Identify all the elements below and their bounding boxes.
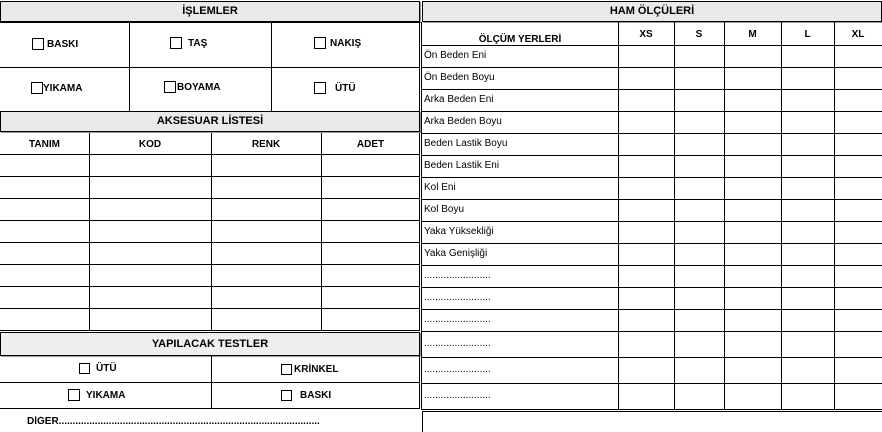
measurement-row-label: Kol Boyu <box>424 204 465 215</box>
checkbox-label: YIKAMA <box>86 389 126 401</box>
ham-olculer-title: HAM ÖLÇÜLERİ <box>609 5 695 17</box>
islemler-title: İŞLEMLER <box>182 5 238 17</box>
col-tanim: TANIM <box>29 139 60 150</box>
measurement-row-label: Beden Lastik Boyu <box>424 138 508 149</box>
checkbox-box[interactable] <box>164 81 176 93</box>
ham-olculer-header <box>422 1 882 22</box>
measurement-row-label: Yaka Genişliği <box>424 248 488 259</box>
checkbox-label: BASKI <box>300 390 332 401</box>
checkbox-label: KRİNKEL <box>294 364 339 375</box>
measurement-row-label: ........................ <box>424 338 491 349</box>
aksesuar-title: AKSESUAR LİSTESİ <box>156 115 264 127</box>
checkbox-label: BOYAMA <box>177 81 221 93</box>
bottom-frame <box>422 411 882 432</box>
measurement-row-label: Kol Eni <box>424 182 456 193</box>
measurement-row-label: ........................ <box>424 314 491 325</box>
checkbox-label: TAŞ <box>188 37 208 49</box>
col-size-l: L <box>804 29 811 40</box>
measurement-row-label: Ön Beden Boyu <box>424 72 495 83</box>
col-kod: KOD <box>138 139 162 150</box>
checkbox-box[interactable] <box>32 38 44 50</box>
diger-line[interactable]: DİĞER.............................................................................................. <box>27 416 320 427</box>
checkbox-box[interactable] <box>281 364 292 375</box>
checkbox-label: NAKIŞ <box>330 37 362 49</box>
islemler-header <box>0 1 420 22</box>
checkbox-label: YIKAMA <box>43 82 83 94</box>
measurement-row-label: Arka Beden Eni <box>424 94 494 105</box>
col-adet: ADET <box>356 139 385 150</box>
col-size-xl: XL <box>851 29 865 40</box>
measurement-row-label: Arka Beden Boyu <box>424 116 502 127</box>
checkbox-box[interactable] <box>281 390 292 401</box>
checkbox-box[interactable] <box>31 82 43 94</box>
checkbox-box[interactable] <box>170 37 182 49</box>
col-size-s: S <box>695 29 703 40</box>
testler-header <box>0 332 420 356</box>
checkbox-label: BASKI <box>47 38 79 50</box>
checkbox-box[interactable] <box>314 82 326 94</box>
col-olcum-yerleri: ÖLÇÜM YERLERİ <box>478 34 562 45</box>
checkbox-boyama[interactable] <box>164 81 221 93</box>
col-size-xs: XS <box>639 29 653 40</box>
aksesuar-header <box>0 111 420 132</box>
measurement-row-label: Yaka Yüksekliği <box>424 226 494 237</box>
checkbox-utu[interactable] <box>314 82 356 94</box>
test-checkbox-yikama[interactable] <box>68 389 125 401</box>
checkbox-label: ÜTÜ <box>335 82 356 94</box>
measurement-row-label: ........................ <box>424 390 491 401</box>
checkbox-box[interactable] <box>314 37 326 49</box>
test-checkbox-utu[interactable] <box>79 363 117 374</box>
checkbox-box[interactable] <box>68 389 80 401</box>
checkbox-label: ÜTÜ <box>96 363 117 374</box>
col-renk: RENK <box>251 139 281 150</box>
test-checkbox-baski[interactable] <box>281 390 331 401</box>
measurement-row-label: Beden Lastik Eni <box>424 160 500 171</box>
checkbox-yikama[interactable] <box>31 82 82 94</box>
col-size-m: M <box>748 29 757 40</box>
test-checkbox-krinkel[interactable] <box>281 364 338 375</box>
measurement-row-label: ........................ <box>424 270 491 281</box>
checkbox-tas[interactable] <box>170 37 207 49</box>
testler-title: YAPILACAK TESTLER <box>151 338 269 350</box>
checkbox-box[interactable] <box>79 363 90 374</box>
measurement-row-label: Ön Beden Eni <box>424 50 487 61</box>
measurement-row-label: ........................ <box>424 292 491 303</box>
checkbox-nakis[interactable] <box>314 37 361 49</box>
measurement-row-label: ........................ <box>424 364 491 375</box>
checkbox-baski[interactable] <box>32 38 78 50</box>
